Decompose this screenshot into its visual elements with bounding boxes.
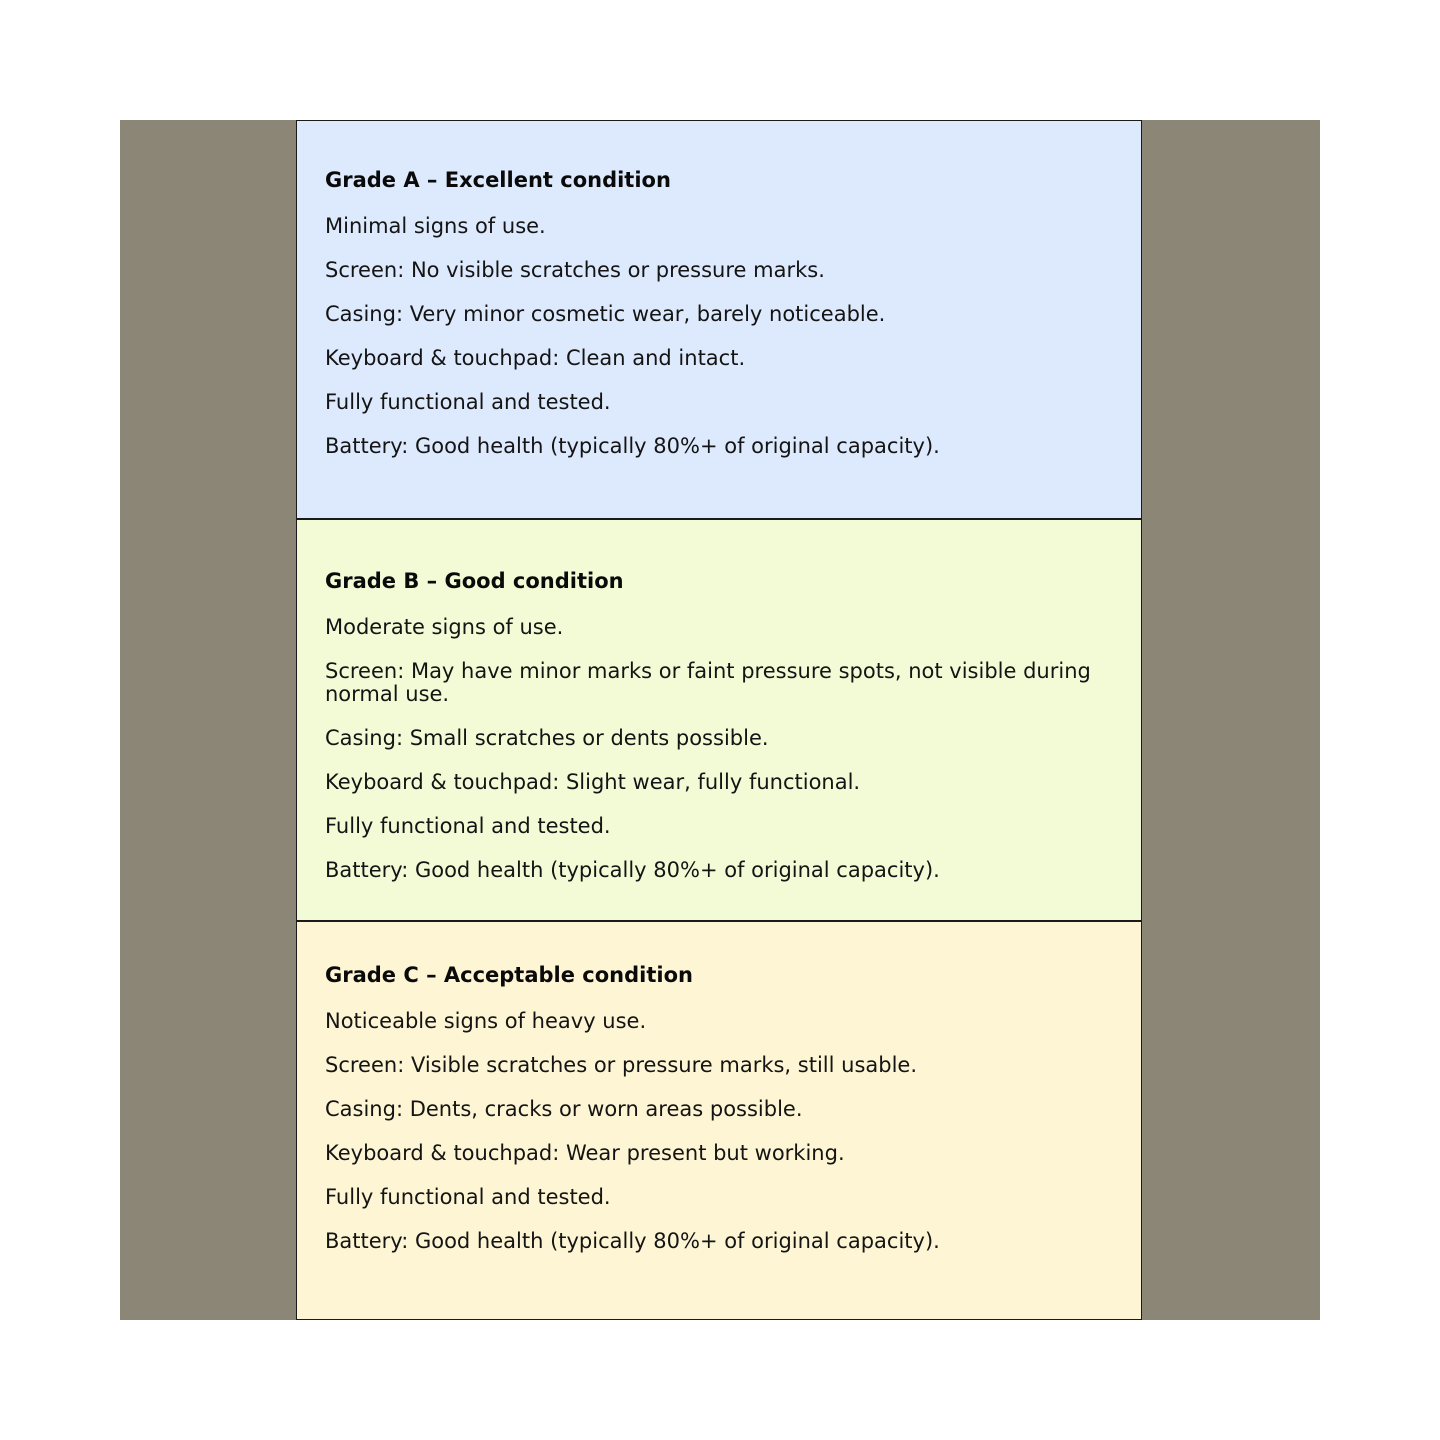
grade-a-section	[297, 120, 1141, 520]
grade-c-section	[297, 922, 1141, 1320]
grade-b-item: Casing: Small scratches or dents possible.	[325, 726, 769, 750]
grade-b-title: Grade B – Good condition	[325, 569, 624, 593]
grade-a-title: Grade A – Excellent condition	[325, 168, 671, 192]
grade-a-item: Keyboard & touchpad: Clean and intact.	[325, 346, 746, 370]
grade-c-item: Screen: Visible scratches or pressure marks, still usable.	[325, 1053, 918, 1077]
grade-a-item: Minimal signs of use.	[325, 214, 546, 238]
grade-a-item: Battery: Good health (typically 80%+ of original capacity).	[325, 434, 940, 458]
grade-b-item: Fully functional and tested.	[325, 814, 611, 838]
grade-b-item: Battery: Good health (typically 80%+ of original capacity).	[325, 858, 940, 882]
grade-a-item: Screen: No visible scratches or pressure marks.	[325, 258, 825, 282]
grade-b-item: Moderate signs of use.	[325, 615, 564, 639]
grade-b-item: Screen: May have minor marks or faint pressure spots, not visible during normal use.	[325, 659, 1091, 706]
grade-c-item: Noticeable signs of heavy use.	[325, 1009, 647, 1033]
grade-c-item: Battery: Good health (typically 80%+ of original capacity).	[325, 1229, 940, 1253]
grade-c-item: Fully functional and tested.	[325, 1185, 611, 1209]
grade-c-title: Grade C – Acceptable condition	[325, 963, 693, 987]
grading-sheet	[296, 120, 1142, 1320]
page-frame	[120, 120, 1320, 1320]
grade-c-item: Keyboard & touchpad: Wear present but working.	[325, 1141, 845, 1165]
grade-b-section	[297, 520, 1141, 922]
grade-c-item: Casing: Dents, cracks or worn areas possible.	[325, 1097, 803, 1121]
grade-a-list	[325, 215, 1113, 458]
grade-a-item: Fully functional and tested.	[325, 390, 611, 414]
grade-c-list	[325, 1010, 1113, 1253]
grade-b-list	[325, 616, 1113, 882]
grade-a-item: Casing: Very minor cosmetic wear, barely noticeable.	[325, 302, 886, 326]
grade-b-item: Keyboard & touchpad: Slight wear, fully functional.	[325, 770, 861, 794]
